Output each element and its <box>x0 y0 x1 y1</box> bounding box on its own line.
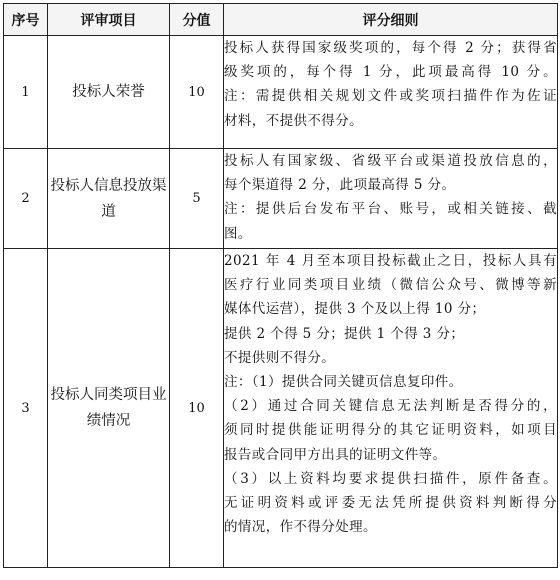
detail-line: 须同时提供能证明得分的其它证明资料，如项目 <box>224 422 557 439</box>
detail-line: 2021 年 4 月至本项目投标截止之日，投标人具有 <box>224 253 557 269</box>
table-row <box>4 149 558 249</box>
detail-line: （2）通过合同关键信息无法判断是否得分的， <box>224 398 557 415</box>
header-row <box>4 4 558 36</box>
scoring-table <box>3 3 558 568</box>
detail-line: 图。 <box>224 225 252 242</box>
row-no: 1 <box>4 36 48 149</box>
detail-line: 医疗行业同类项目业绩（微信公众号、微博等新 <box>224 277 557 294</box>
header-score: 分值 <box>170 4 224 36</box>
detail-line: 报告或合同甲方出具的证明文件等。 <box>224 446 447 463</box>
row-score: 5 <box>170 149 224 249</box>
detail-line: 注：需提供相关规划文件或奖项扫描件作为佐证 <box>224 88 557 105</box>
detail-line: 注：提供后台发布平台、账号，或相关链接、截 <box>224 201 557 218</box>
header-detail: 评分细则 <box>224 4 558 36</box>
row-no: 3 <box>4 249 48 568</box>
detail-line: 投标人有国家级、省级平台或渠道投放信息的， <box>224 153 557 169</box>
detail-line: 无证明资料或评委无法凭所提供资料判断得分 <box>224 495 557 512</box>
detail-line: （3）以上资料均要求提供扫描件，原件备查。 <box>224 470 557 487</box>
detail-line: 注：（1）提供合同关键页信息复印件。 <box>224 374 463 391</box>
table-row <box>4 249 558 568</box>
row-detail <box>224 149 558 249</box>
detail-line: 的情况，作不得分处理。 <box>224 519 377 536</box>
row-item: 投标人同类项目业绩情况 <box>48 249 170 568</box>
detail-line: 投标人获得国家级奖项的，每个得 2 分；获得省 <box>224 40 557 56</box>
row-detail <box>224 249 558 568</box>
detail-line: 提供 2 个得 5 分；提供 1 个得 3 分； <box>224 325 465 342</box>
row-score: 10 <box>170 249 224 568</box>
detail-line: 不提供则不得分。 <box>224 349 336 366</box>
row-score: 10 <box>170 36 224 149</box>
detail-line: 级奖项的，每个得 1 分，此项最高得 10 分。 <box>224 64 557 81</box>
detail-line: 媒体代运营），提供 3 个及以上得 10 分； <box>224 301 486 318</box>
row-no: 2 <box>4 149 48 249</box>
row-detail <box>224 36 558 149</box>
row-item: 投标人信息投放渠道 <box>48 149 170 249</box>
header-no: 序号 <box>4 4 48 36</box>
header-item: 评审项目 <box>48 4 170 36</box>
table-row <box>4 36 558 149</box>
detail-line: 每个渠道得 2 分，此项最高得 5 分。 <box>224 177 456 194</box>
detail-line: 材料，不提供不得分。 <box>224 112 363 129</box>
row-item: 投标人荣誉 <box>48 36 170 149</box>
